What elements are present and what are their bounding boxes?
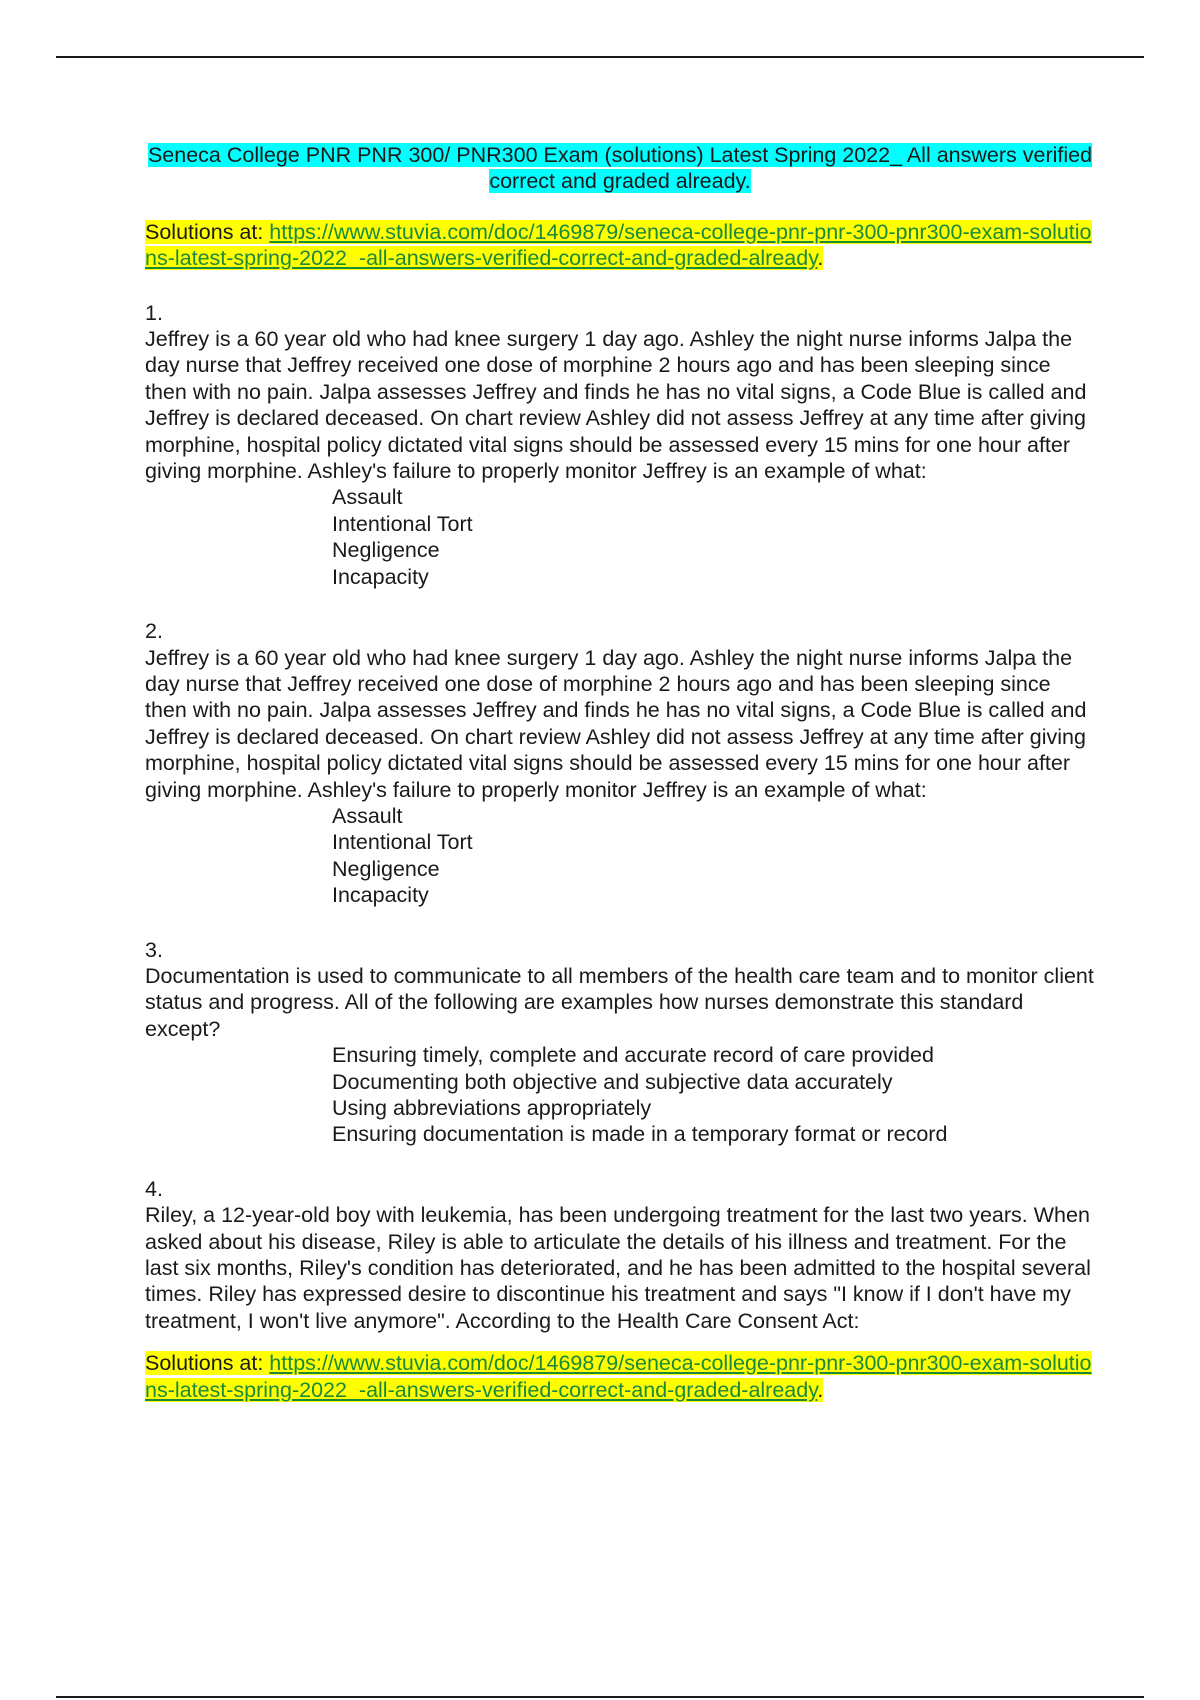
- document-title: [145, 142, 1095, 195]
- solutions-highlight: [145, 1351, 1092, 1401]
- answer-option: Intentional Tort: [332, 830, 473, 855]
- answer-option: Assault: [332, 485, 403, 510]
- solutions-link-block-bottom: [145, 1350, 1095, 1403]
- question-number: 2.: [145, 619, 163, 644]
- top-rule: [56, 56, 1144, 58]
- answer-option: Negligence: [332, 856, 440, 881]
- answer-option: Using abbreviations appropriately: [332, 1096, 652, 1120]
- question-4: [145, 1176, 1095, 1334]
- solutions-label: Solutions at:: [145, 219, 270, 244]
- question-text: Riley, a 12-year-old boy with leukemia, has been undergoing treatment for the last two years. When asked about his disease, Riley is able to articulate the details of his illness and treatment. For the last six months, Riley's condition has deteriorated, and he has been admitted to the hospital several times. Riley has expressed desire to discontinue his treatment and says "I know if I don't have my treatment, I won't live anymore". According to the Health Care Consent Act:: [145, 1203, 1091, 1333]
- question-number: 4.: [145, 1176, 163, 1201]
- question-number: 1.: [145, 300, 163, 325]
- answer-option: Documenting both objective and subjective data accurately: [332, 1069, 893, 1094]
- document-title-text: Seneca College PNR PNR 300/ PNR300 Exam (solutions) Latest Spring 2022_ All answers verified correct and graded already.: [147, 143, 1093, 194]
- solutions-period: .: [817, 1377, 824, 1402]
- solutions-link[interactable]: https://www.stuvia.com/doc/1469879/seneca-college-pnr-pnr-300-pnr300-exam-solutions-latest-spring-2022_-all-answers-verified-correct-and-graded-already: [145, 219, 1092, 271]
- solutions-period: .: [817, 246, 824, 271]
- solutions-label: Solutions at:: [145, 1351, 270, 1376]
- question-text: Jeffrey is a 60 year old who had knee surgery 1 day ago. Ashley the night nurse informs Jalpa the day nurse that Jeffrey received one dose of morphine 2 hours ago and has been sleeping since then with no pain. Jalpa assesses Jeffrey and finds he has no vital signs, a Code Blue is called and Jeffrey is declared deceased. On chart review Ashley did not assess Jeffrey at any time after giving morphine, hospital policy dictated vital signs should be assessed every 15 mins for one hour after giving morphine. Ashley's failure to properly monitor Jeffrey is an example of what:: [145, 327, 1087, 484]
- bottom-rule: [56, 1696, 1144, 1698]
- answer-option: Incapacity: [332, 564, 429, 589]
- question-number: 3.: [145, 937, 163, 962]
- answer-option: Ensuring documentation is made in a temporary format or record: [332, 1122, 948, 1147]
- answer-options: [145, 484, 1095, 590]
- answer-option: Ensuring timely, complete and accurate record of care provided: [332, 1043, 934, 1068]
- question-1: [145, 300, 1095, 590]
- solutions-link[interactable]: https://www.stuvia.com/doc/1469879/seneca-college-pnr-pnr-300-pnr300-exam-solutions-latest-spring-2022_-all-answers-verified-correct-and-graded-already: [145, 1351, 1092, 1402]
- solutions-highlight: [145, 220, 1092, 270]
- solutions-link-block-top: [145, 219, 1095, 272]
- answer-options: [145, 803, 1095, 909]
- document-body: [145, 142, 1095, 1403]
- answer-option: Assault: [332, 803, 403, 828]
- question-text: Jeffrey is a 60 year old who had knee surgery 1 day ago. Ashley the night nurse informs Jalpa the day nurse that Jeffrey received one dose of morphine 2 hours ago and has been sleeping since then with no pain. Jalpa assesses Jeffrey and finds he has no vital signs, a Code Blue is called and Jeffrey is declared deceased. On chart review Ashley did not assess Jeffrey at any time after giving morphine, hospital policy dictated vital signs should be assessed every 15 mins for one hour after giving morphine. Ashley's failure to properly monitor Jeffrey is an example of what:: [145, 645, 1087, 802]
- question-2: [145, 618, 1095, 908]
- question-list: [145, 300, 1095, 1335]
- question-3: [145, 937, 1095, 1148]
- answer-option: Negligence: [332, 538, 440, 563]
- question-text: Documentation is used to communicate to all members of the health care team and to monitor client status and progress. All of the following are examples how nurses demonstrate this standard except?: [145, 963, 1094, 1041]
- answer-option: Intentional Tort: [332, 511, 473, 536]
- answer-options: [145, 1042, 1095, 1148]
- answer-option: Incapacity: [332, 883, 429, 908]
